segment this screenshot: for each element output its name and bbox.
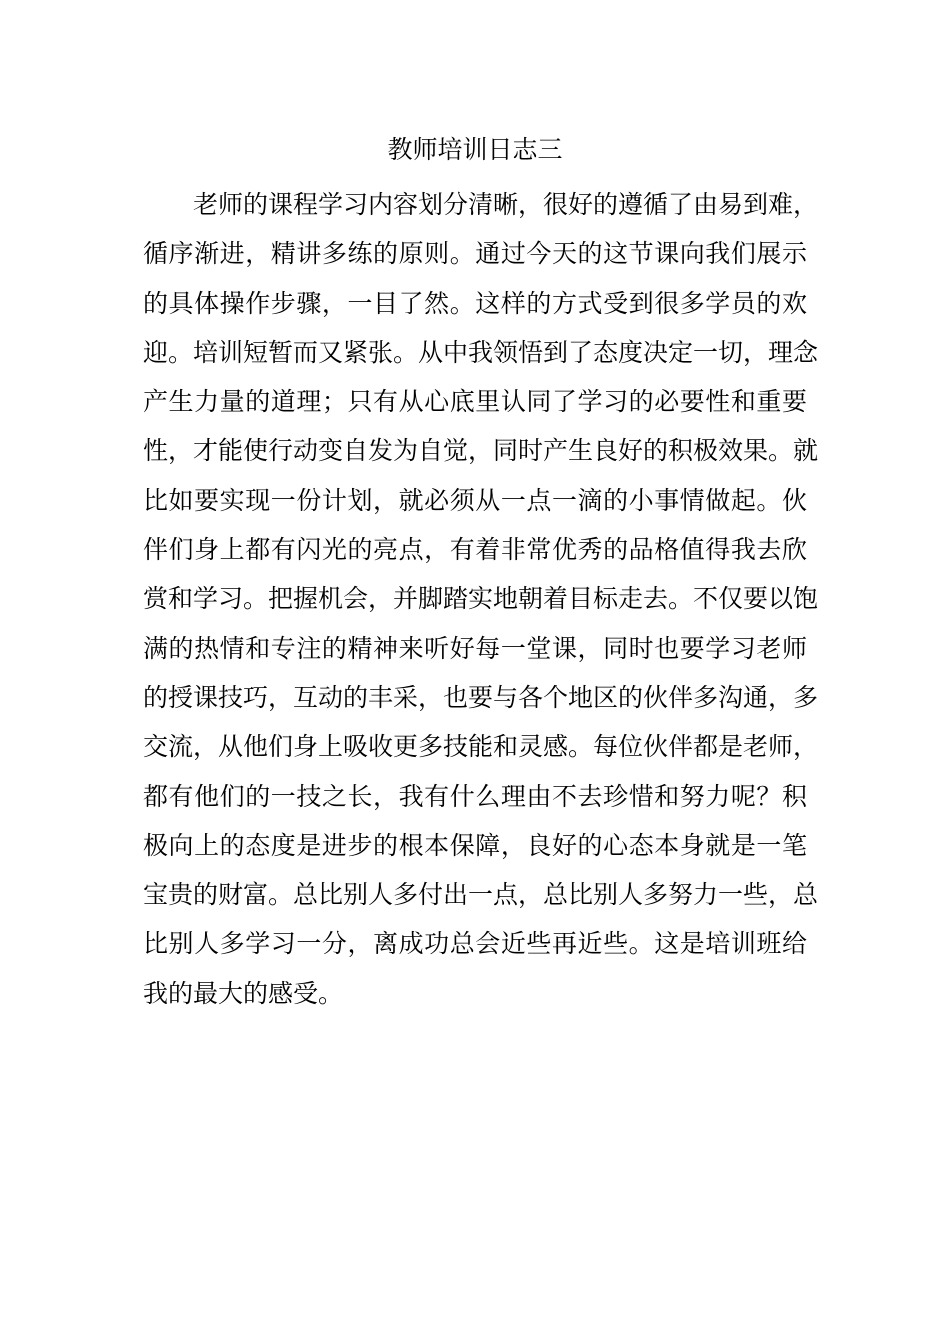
paragraph-line: 迎。培训短暂而又紧张。从中我领悟到了态度决定一切，理念 [143,337,819,367]
paragraph-line: 交流，从他们身上吸收更多技能和灵感。每位伙伴都是老师， [143,732,819,762]
paragraph-line: 满的热情和专注的精神来听好每一堂课，同时也要学习老师 [143,633,807,663]
paragraph-line: 比如要实现一份计划，就必须从一点一滴的小事情做起。伙 [143,485,807,515]
paragraph-line: 赏和学习。把握机会，并脚踏实地朝着目标走去。不仅要以饱 [143,584,819,614]
paragraph-line: 都有他们的一技之长，我有什么理由不去珍惜和努力呢？积 [143,781,807,811]
paragraph-line: 宝贵的财富。总比别人多付出一点，总比别人多努力一些，总 [143,880,819,910]
paragraph-line: 性，才能使行动变自发为自觉，同时产生良好的积极效果。就 [143,436,819,466]
paragraph-line: 循序渐进，精讲多练的原则。通过今天的这节课向我们展示 [143,239,807,269]
paragraph-line: 产生力量的道理；只有从心底里认同了学习的必要性和重要 [143,387,807,417]
body-paragraph [143,180,819,1018]
paragraph-line: 极向上的态度是进步的根本保障，良好的心态本身就是一笔 [143,830,807,860]
paragraph-line: 我的最大的感受。 [143,978,344,1008]
document-title: 教师培训日志三 [387,135,563,164]
paragraph-line: 伴们身上都有闪光的亮点，有着非常优秀的品格值得我去欣 [143,535,807,565]
paragraph-line: 的授课技巧，互动的丰采，也要与各个地区的伙伴多沟通，多 [143,682,819,712]
paragraph-line: 比别人多学习一分，离成功总会近些再近些。这是培训班给 [143,929,807,959]
paragraph-line: 老师的课程学习内容划分清晰，很好的遵循了由易到难， [193,190,819,219]
paragraph-line: 的具体操作步骤，一目了然。这样的方式受到很多学员的欢 [143,288,807,318]
